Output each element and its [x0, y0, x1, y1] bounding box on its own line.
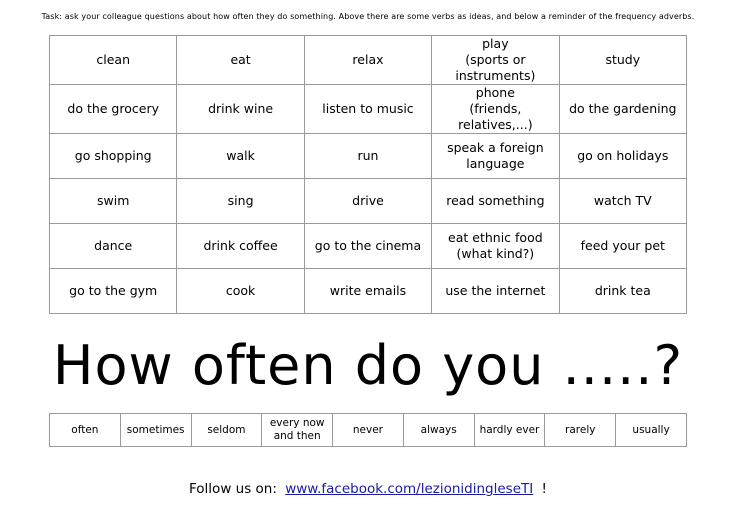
verb-cell: [559, 134, 686, 179]
verbs-row: [50, 134, 687, 179]
adverb-text: always: [420, 423, 457, 436]
verb-cell: [177, 85, 304, 134]
verb-text: dance: [94, 238, 133, 253]
verb-text: cook: [225, 283, 256, 298]
adverb-text: never: [352, 423, 383, 436]
verb-cell: [432, 134, 559, 179]
adverb-text: seldom: [207, 423, 246, 436]
verb-text: clean: [96, 52, 130, 67]
verb-cell: [304, 224, 431, 269]
verb-cell: [177, 269, 304, 314]
verb-cell: [50, 36, 177, 85]
adverb-text: every now: [269, 417, 325, 429]
verb-cell: [432, 85, 559, 134]
verb-cell: [559, 85, 686, 134]
verb-cell: [177, 36, 304, 85]
verb-text: watch TV: [593, 193, 652, 208]
adverb-cell: [474, 414, 545, 447]
verb-cell: [432, 269, 559, 314]
verb-cell: [177, 134, 304, 179]
adverb-cell: [191, 414, 262, 447]
adverb-cell: [616, 414, 687, 447]
adverb-text: often: [71, 423, 99, 436]
adverb-cell: [545, 414, 616, 447]
verb-text: write emails: [329, 283, 407, 298]
verb-text: feed your pet: [580, 238, 665, 253]
adverb-text: rarely: [565, 423, 596, 436]
verb-text: listen to music: [322, 101, 414, 116]
verb-cell: [304, 134, 431, 179]
verb-cell: [304, 85, 431, 134]
verb-cell: [559, 36, 686, 85]
adverb-text: and then: [273, 430, 321, 442]
footer-suffix: !: [541, 481, 547, 497]
verb-text: sing: [227, 193, 254, 208]
verb-cell: [50, 269, 177, 314]
adverb-cell: [120, 414, 191, 447]
verb-cell: [50, 134, 177, 179]
verb-cell: [177, 179, 304, 224]
task-instructions: Task: ask your colleague questions about how often they do something. Above there are some verbs as ideas, and below a reminder of the frequency adverbs.: [41, 12, 695, 21]
verb-cell: [304, 179, 431, 224]
verb-cell: [432, 224, 559, 269]
adverb-cell: [333, 414, 404, 447]
verb-text: speak a foreign: [447, 140, 544, 155]
adverb-text: usually: [632, 423, 670, 436]
adverb-cell: [403, 414, 474, 447]
verb-text: go to the cinema: [314, 238, 422, 253]
footer-prefix: Follow us on:: [189, 481, 277, 497]
verb-cell: [50, 224, 177, 269]
verb-cell: [50, 179, 177, 224]
verbs-row: [50, 269, 687, 314]
verb-text: phone: [475, 85, 515, 100]
footer: [0, 481, 736, 497]
verb-text: drink tea: [594, 283, 651, 298]
verb-cell: [432, 36, 559, 85]
verb-text: (friends, relatives,...): [458, 101, 533, 132]
verb-text: language: [466, 156, 525, 171]
verb-cell: [304, 36, 431, 85]
verb-text: do the gardening: [569, 101, 677, 116]
verb-cell: [177, 224, 304, 269]
verb-text: eat: [230, 52, 251, 67]
verb-text: use the internet: [445, 283, 546, 298]
verb-text: drink wine: [208, 101, 274, 116]
adverb-text: hardly ever: [479, 423, 540, 436]
verb-text: go to the gym: [69, 283, 158, 298]
verb-text: study: [605, 52, 641, 67]
verb-text: do the grocery: [67, 101, 159, 116]
frequency-adverbs-table: [49, 413, 687, 447]
verb-cell: [559, 179, 686, 224]
verbs-row: [50, 36, 687, 85]
verb-cell: [50, 85, 177, 134]
verb-text: drink coffee: [203, 238, 278, 253]
verb-text: read something: [446, 193, 545, 208]
verbs-row: [50, 224, 687, 269]
verb-text: play: [482, 36, 509, 51]
verbs-table: [49, 35, 687, 314]
verbs-row: [50, 85, 687, 134]
verb-cell: [559, 224, 686, 269]
verb-text: go on holidays: [577, 148, 669, 163]
verb-text: relax: [352, 52, 384, 67]
adverb-cell: [50, 414, 121, 447]
verb-text: go shopping: [74, 148, 152, 163]
verbs-row: [50, 179, 687, 224]
adverbs-row: [50, 414, 687, 447]
facebook-link[interactable]: www.facebook.com/lezionidingleseTI: [285, 481, 534, 497]
verb-text: swim: [97, 193, 130, 208]
verb-text: run: [357, 148, 379, 163]
verb-cell: [304, 269, 431, 314]
page-title: How often do you .....?: [52, 334, 684, 397]
verb-text: walk: [226, 148, 255, 163]
verb-text: (sports or instruments): [455, 52, 536, 83]
verb-text: drive: [352, 193, 384, 208]
adverb-cell: [262, 414, 333, 447]
adverb-text: sometimes: [126, 423, 185, 436]
verb-text: eat ethnic food: [448, 230, 543, 245]
verb-cell: [432, 179, 559, 224]
verb-text: (what kind?): [456, 246, 535, 261]
verb-cell: [559, 269, 686, 314]
